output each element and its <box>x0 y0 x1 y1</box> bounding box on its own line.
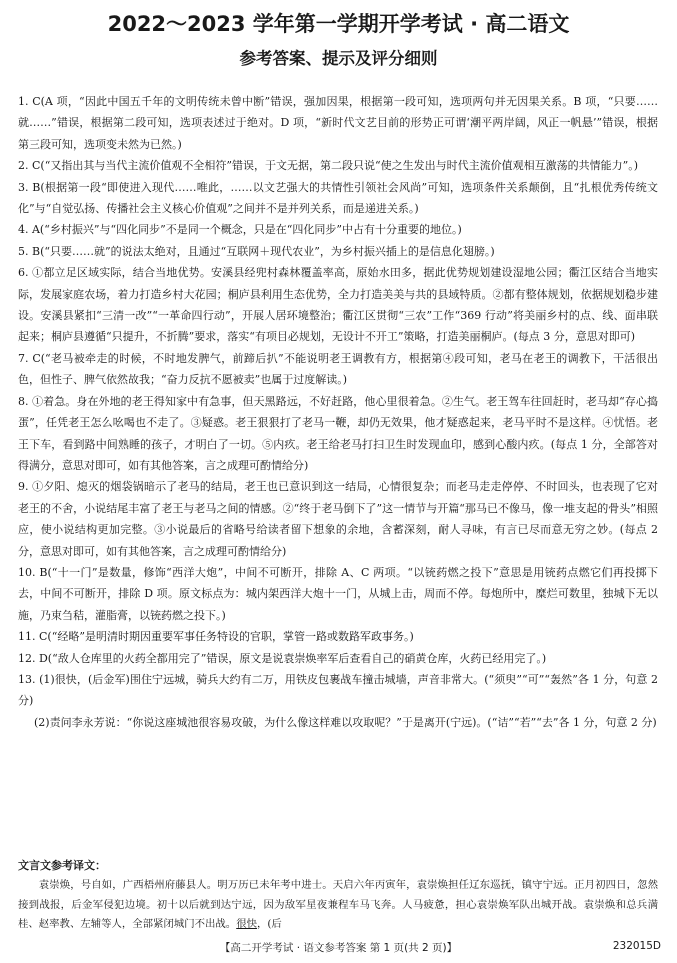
answer-item-6: 6. ①都立足区域实际，结合当地优势。安溪县经兜村森林覆盖率高，原始水田多，据此优势规划建设湿地公园；衢江区结合当地实际，发展家庭农场，着力打造乡村大花园；桐庐县利用生态优势，全力打造美美与共的县域特质。②都有整体规划，依据规划稳步建设。安溪县紧扣“三清一改”“一革命四行动”，开展人居环境整治；衢江区贯彻“三农”工作“369 行动”将美丽乡村的点、线、面串联起来；桐庐县遵循“只提升，不折腾”要求，落实“有项目必规划，无设计不开工”策略，打造美丽桐庐。(每点 3 分，意思对即可) <box>18 266 658 344</box>
answer-item-1: 1. C(A 项，“因此中国五千年的文明传统未曾中断”错误，强加因果，根据第一段可知，选项两句并无因果关系。B 项，“只要……就……”错误，根据第二段可知，选项表述过于绝对。D 项，“新时代文艺目前的形势正可谓‘潮平两岸阔，风正一帆悬’”错误，根据第三段可知，选项变未然为已然。) <box>18 95 658 151</box>
footer-page-info: 【高二开学考试 · 语文参考答案 第 1 页(共 2 页)】 <box>219 942 458 954</box>
answer-item-7: 7. C(“老马被牵走的时候，不时地发脾气，前蹄后扒”不能说明老王调教有方，根据第④段可知，老马在老王的调教下，干活很出色，但性子、脾气依然故我；“奋力反抗不愿被卖”也属于过度解读。) <box>18 351 658 387</box>
translation-text <box>18 876 658 935</box>
answer-item-3: 3. B(根据第一段“即使进入现代……唯此，……以文艺强大的共情性引领社会风尚”可知，选项条件关系颠倒，且“扎根优秀传统文化”与“自觉弘扬、传播社会主义核心价值观”之间并不是并列关系，而是递进关系。) <box>18 180 658 216</box>
page-footer <box>0 940 677 956</box>
answer-item-2: 2. C(“又指出其与当代主流价值观不全相符”错误，于文无据，第二段只说“使之生发出与时代主流价值观相互激荡的共情能力”。) <box>18 159 638 173</box>
answer-item-8: 8. ①着急。身在外地的老王得知家中有急事，但天黑路远，不好赶路，他心里很着急。②生气。老王驾车往回赶时，老马却“存心捣蛋”，任凭老王怎么吆喝也不走了。③疑惑。老王狠狠打了老马一鞭，却仍无效果，他才疑惑起来，老马平时不是这样。④忧悟。老王下车，看到路中间熟睡的孩子，才明白了一切。⑤内疚。老王给老马打扫卫生时发现血印，感到心酸内疚。(每点 1 分，全部答对得满分，意思对即可，如有其他答案，言之成理可酌情给分) <box>18 394 658 472</box>
translation-text-tail: ，(后 <box>256 918 282 930</box>
answer-item-13-2: (2)责问李永芳说：“你说这座城池很容易攻破，为什么像这样难以攻取呢？”于是离开(宁远)。(“诘”“若”“去”各 1 分，句意 2 分) <box>34 715 657 729</box>
answer-item-4: 4. A(“乡村振兴”与“四化同步”不是同一个概念，只是在“四化同步”中占有十分重要的地位。) <box>18 223 462 237</box>
answer-item-10: 10. B(“十一门”是数量，修饰“西洋大炮”，中间不可断开，排除 A、C 两项。“以铳药燃之投下”意思是用铳药点燃它们再投掷下去，中间不可断开，排除 D 项。原文标点为：城内架西洋大炮十一门，从城上击，周而不停。每炮所中，糜烂可数里，独城下无以施，乃束刍秸，灌脂膏，以铳药燃之投下。) <box>18 565 658 622</box>
footer-code: 232015D <box>612 940 661 952</box>
translation-heading: 文言文参考译文： <box>18 859 106 872</box>
answer-item-11: 11. C(“经略”是明清时期因重要军事任务特设的官职，掌管一路或数路军政事务。) <box>18 630 414 644</box>
answer-list <box>18 91 658 733</box>
answer-item-12: 12. D(“敌人仓库里的火药全都用完了”错误，原文是说袁崇焕率军后查看自己的硝黄仓库，火药已经用完了。) <box>18 651 547 665</box>
page-subtitle: 参考答案、提示及评分细则 <box>239 49 438 68</box>
answer-item-5: 5. B(“只要……就”的说法太绝对，且通过“互联网＋现代农业”，为乡村振兴插上的是信息化翅膀。) <box>18 244 495 258</box>
page-title: 2022～2023 学年第一学期开学考试 · 高二语文 <box>107 12 570 36</box>
answer-item-9: 9. ①夕阳、熄灭的烟袋锅暗示了老马的结局，老王也已意识到这一结局，心情很复杂；而老马走走停停、不时回头，也表现了它对老王的不舍，小说结尾丰富了老王与老马之间的情感。②“终于老马倒下了”这一情节与开篇“那马已不像马，像一堆支起的骨头”相照应，使小说结构更加完整。③小说最后的省略号给读者留下想象的余地，含蓄深刻，耐人寻味，有言已尽而意无穷之妙。(每点 2 分，意思对即可，如有其他答案，言之成理可酌情给分) <box>18 480 658 558</box>
answer-item-13-1: 13. (1)很快，(后金军)围住宁远城，骑兵大约有二万，用铁皮包裹战车撞击城墙，声音非常大。(“须臾”“可”“轰然”各 1 分，句意 2 分) <box>18 672 658 708</box>
translation-underlined: 很快 <box>236 918 257 930</box>
translation-text-main: 袁崇焕，号自如，广西梧州府藤县人。明万历已未年考中进士。天启六年丙寅年，袁崇焕担任辽东巡抚，镇守宁远。正月初四日，忽然接到战报，后金军侵犯边境。初十以后就到达宁远，因为敌军星夜兼程车马飞奔。人马疲惫，担心袁崇焕军队出城开战。袁崇焕和总兵满桂、赵率教、左辅等人，全部紧闭城门不出战。 <box>18 879 658 930</box>
